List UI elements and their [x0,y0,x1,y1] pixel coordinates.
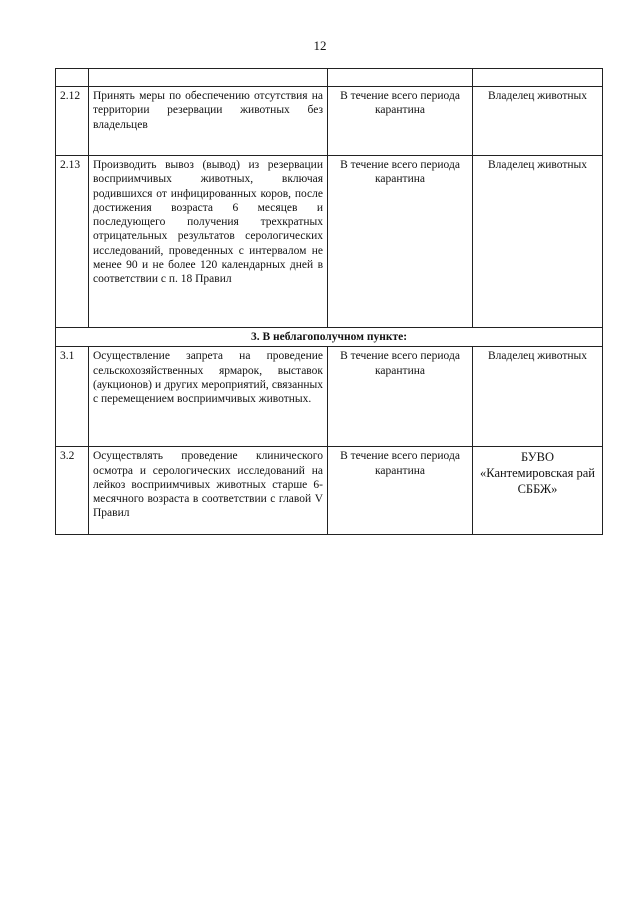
row-term: В течение всего периода карантина [328,447,473,535]
row-action: Производить вывоз (вывод) из резервации восприимчивых животных, включая родившихся от инфицированных коров, после достижения возраста 6 месяцев и последующего получения трехкратных отрицательных результатов серологических исследований, проведенных с интервалом не менее 90 и не более 120 календарных дней в соответствии с п. 18 Правил [89,156,328,328]
header-cell-term [328,69,473,87]
row-action: Осуществление запрета на проведение сельскохозяйственных ярмарок, выставок (аукционов) и других мероприятий, связанных с перемещением восприимчивых животных. [89,347,328,447]
row-number: 2.13 [56,156,89,328]
table-row [56,447,603,535]
row-term: В течение всего периода карантина [328,156,473,328]
page-number: 12 [313,38,327,53]
row-number: 3.1 [56,347,89,447]
table-row [56,156,603,328]
row-number: 2.12 [56,87,89,156]
header-cell-action [89,69,328,87]
section-title: 3. В неблагополучном пункте: [56,328,603,347]
section-heading-row [56,328,603,347]
row-responsible: БУВО «Кантемировская рай СББЖ» [473,447,603,535]
row-responsible: Владелец животных [473,347,603,447]
table-row [56,347,603,447]
row-responsible: Владелец животных [473,156,603,328]
header-cell-responsible [473,69,603,87]
header-cell-num [56,69,89,87]
table-header-row [56,69,603,87]
row-responsible: Владелец животных [473,87,603,156]
table-row [56,87,603,156]
row-term: В течение всего периода карантина [328,87,473,156]
measures-table [55,68,603,535]
row-number: 3.2 [56,447,89,535]
row-action: Осуществлять проведение клинического осмотра и серологических исследований на лейкоз восприимчивых животных старше 6-месячного возраста в соответствии с главой V Правил [89,447,328,535]
row-term: В течение всего периода карантина [328,347,473,447]
row-action: Принять меры по обеспечению отсутствия на территории резервации животных без владельцев [89,87,328,156]
